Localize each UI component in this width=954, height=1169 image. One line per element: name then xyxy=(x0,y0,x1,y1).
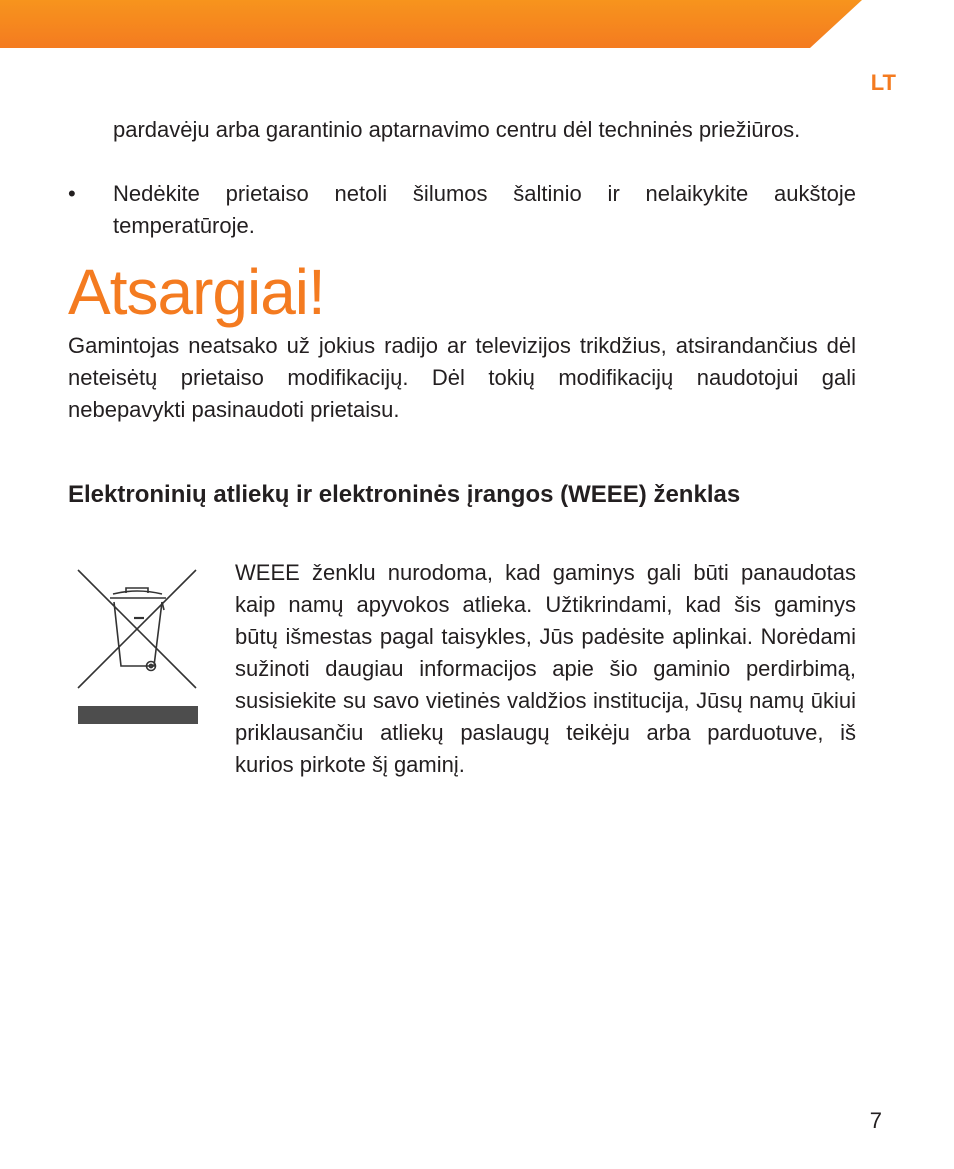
language-label: LT xyxy=(870,70,896,95)
bullet-marker: • xyxy=(68,181,76,206)
page-number: 7 xyxy=(869,1108,882,1133)
caution-paragraph: Gamintojas neatsako už jokius radijo ar televizijos trikdžius, atsirandančius dėl neteisėtų prietaiso modifikacijų. Dėl tokių modifikacijų naudotojui gali nebepavykti pasinaudoti prietaisu. xyxy=(68,333,856,422)
section-heading: Atsargiai! xyxy=(68,256,325,328)
weee-paragraph xyxy=(68,557,856,781)
bullet-item xyxy=(68,178,856,242)
icon-spacer xyxy=(68,557,235,751)
weee-subheading: Elektroninių atliekų ir elektroninės įrangos (WEEE) ženklas xyxy=(68,481,741,508)
bullet-text: Nedėkite prietaiso netoli šilumos šaltinio ir nelaikykite aukštoje temperatūroje. xyxy=(113,181,856,238)
header-accent-bar xyxy=(0,0,862,48)
continued-text: pardavėju arba garantinio aptarnavimo centru dėl techninės priežiūros. xyxy=(113,117,801,142)
weee-paragraph-text: WEEE ženklu nurodoma, kad gaminys gali būti panaudotas kaip namų apyvokos atlieka. Užtikrindami, kad šis gaminys būtų išmestas pagal taisykles, Jūs padėsite aplinkai. Norėdami sužinoti daugiau informacijos apie šio gaminio perdirbimą, susisiekite su savo vietinės valdžios institucija, Jūsų namų ūkiui priklausančiu atliekų paslaugų teikėju arba parduotuve, iš kurios pirkote šį gaminį. xyxy=(235,560,856,777)
